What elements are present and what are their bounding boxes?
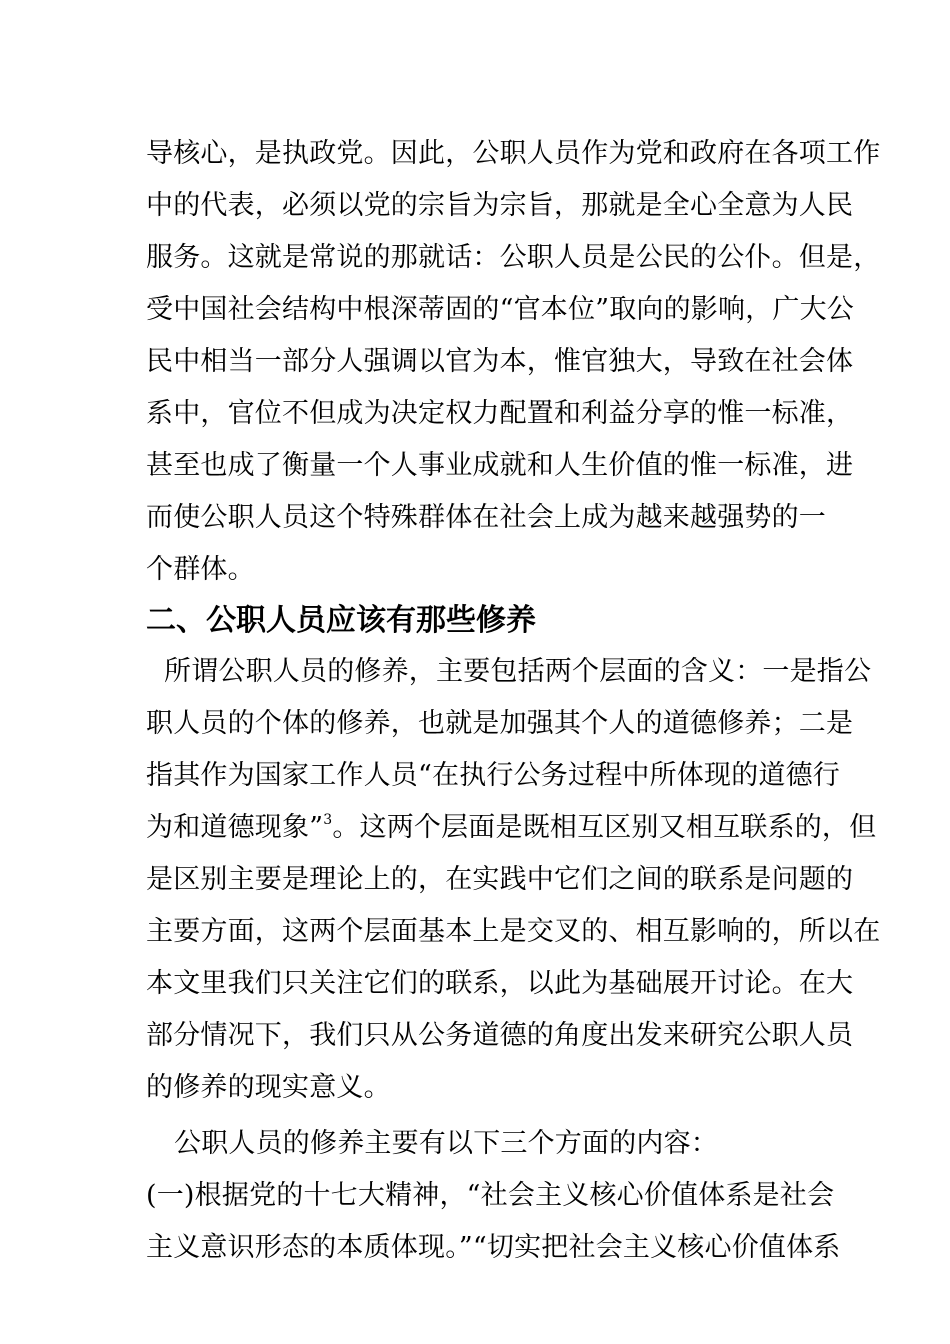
paragraph-definition xyxy=(146,646,881,1114)
text-line: 受中国社会结构中根深蒂固的“官本位”取向的影响，广大公 xyxy=(146,294,855,325)
text-line: 部分情况下，我们只从公务道德的角度出发来研究公职人员 xyxy=(146,1020,854,1051)
text-line: 而使公职人员这个特殊群体在社会上成为越来越强势的一 xyxy=(146,502,826,533)
text-line: 个群体。 xyxy=(146,554,255,585)
paragraph-item-one xyxy=(146,1170,841,1274)
text-line: 所谓公职人员的修养，主要包括两个层面的含义：一是指公 xyxy=(164,656,872,687)
footnote-reference[interactable]: 3 xyxy=(323,812,333,828)
section-heading: 二、公职人员应该有那些修养 xyxy=(146,603,536,638)
text-line: 甚至也成了衡量一个人事业成就和人生价值的惟一标准，进 xyxy=(146,450,854,481)
text-line: 是区别主要是理论上的，在实践中它们之间的联系是问题的 xyxy=(146,864,854,895)
text-line: (一)根据党的十七大精神，“社会主义核心价值体系是社会 xyxy=(146,1180,835,1211)
text-segment: 。这两个层面是既相互区别又相互联系的，但 xyxy=(332,812,877,843)
text-line: 的修养的现实意义。 xyxy=(146,1072,391,1103)
text-line: 系中，官位不但成为决定权力配置和利益分享的惟一标准， xyxy=(146,398,854,429)
paragraph-intro: 公职人员的修养主要有以下三个方面的内容： xyxy=(174,1128,718,1159)
text-line: 本文里我们只关注它们的联系，以此为基础展开讨论。在大 xyxy=(146,968,854,999)
text-line xyxy=(146,802,877,854)
text-line: 中的代表，必须以党的宗旨为宗旨，那就是全心全意为人民 xyxy=(146,190,854,221)
text-line: 服务。这就是常说的那就话：公职人员是公民的公仆。但是， xyxy=(146,242,881,273)
document-page xyxy=(146,128,881,1274)
text-line: 职人员的个体的修养，也就是加强其个人的道德修养；二是 xyxy=(146,708,854,739)
text-segment: 为和道德现象” xyxy=(146,812,324,843)
paragraph-continuation xyxy=(146,128,881,596)
text-line: 指其作为国家工作人员“在执行公务过程中所体现的道德行 xyxy=(146,760,841,791)
text-line: 民中相当一部分人强调以官为本，惟官独大，导致在社会体 xyxy=(146,346,854,377)
text-line: 主义意识形态的本质体现。”“切实把社会主义核心价值体系 xyxy=(146,1232,841,1263)
text-line: 主要方面，这两个层面基本上是交叉的、相互影响的，所以在 xyxy=(146,916,881,947)
text-line: 导核心，是执政党。因此，公职人员作为党和政府在各项工作 xyxy=(146,138,881,169)
